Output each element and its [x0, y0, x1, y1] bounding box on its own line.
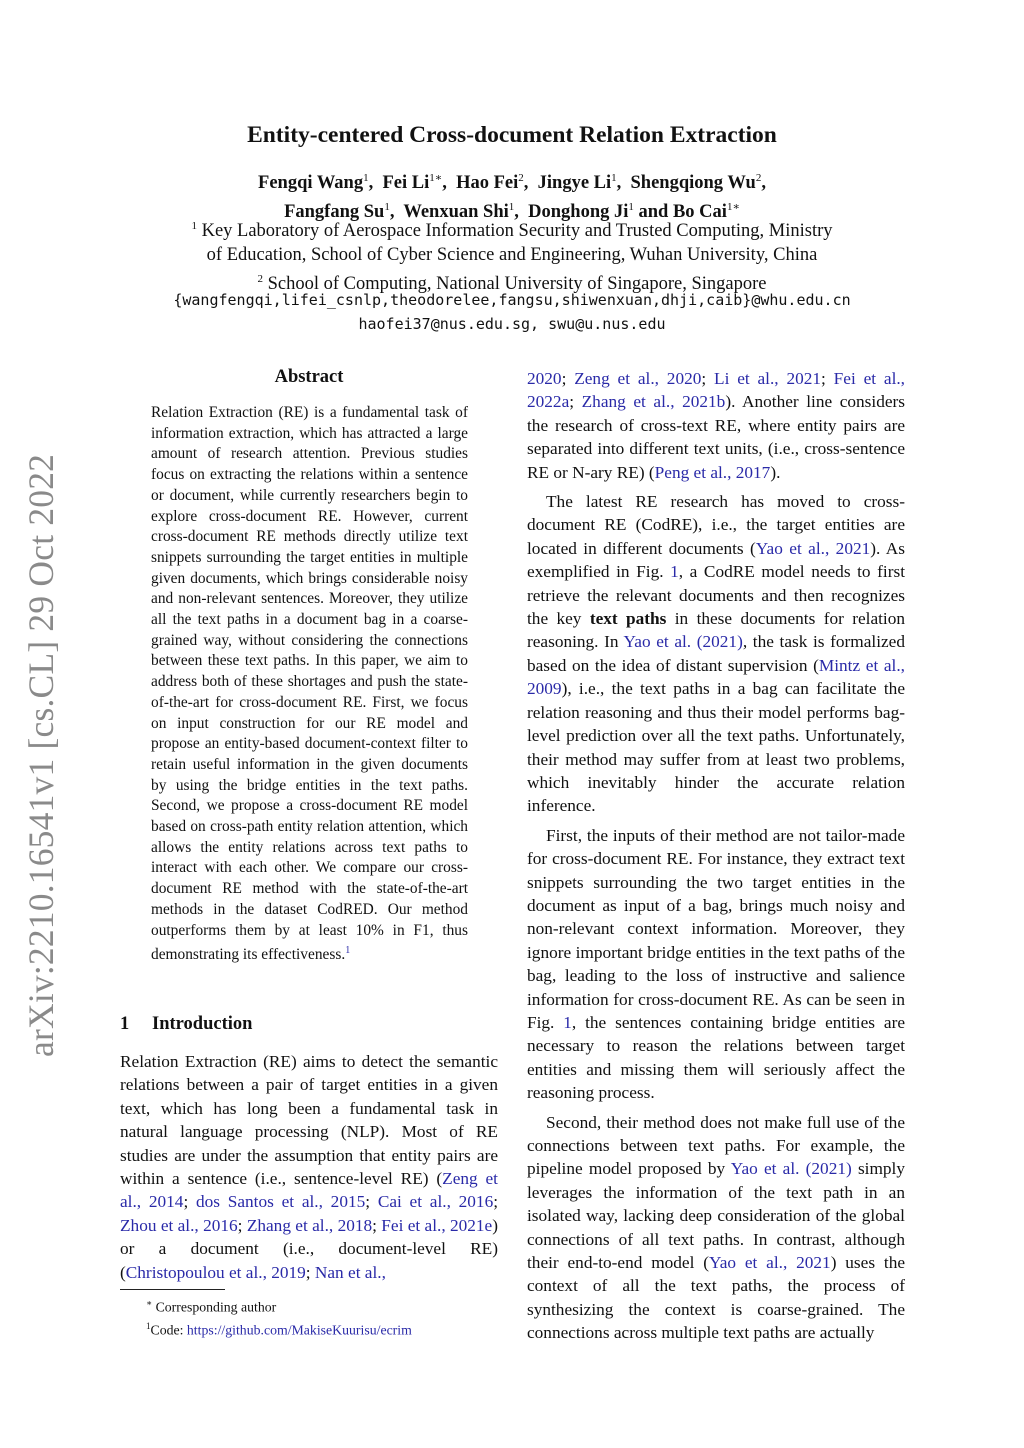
author-affil-mark: 1 [384, 201, 390, 214]
paper-title: Entity-centered Cross-document Relation Extraction [247, 122, 777, 148]
affiliation-1-line-2: of Education, School of Cyber Science and Engineering, Wuhan University, China [206, 245, 818, 266]
body-text: ; [701, 369, 715, 388]
citation-link[interactable]: Peng et al., 2017 [654, 462, 771, 482]
body-text: ; [305, 1262, 315, 1282]
affiliation-mark: 1 [191, 220, 197, 232]
footnote-mark: ∗ [146, 1298, 153, 1308]
footnote-text: Corresponding author [155, 1299, 277, 1315]
section-title: Introduction [152, 1014, 253, 1034]
citation-link[interactable]: 2020 [527, 369, 562, 388]
body-text: , the task is formalized based on the idea of distant supervision ( [527, 632, 905, 675]
citation-link[interactable]: Cai et al., 2016 [377, 1192, 494, 1212]
body-text: ) or a document (i.e., document-level RE) ( [120, 1215, 498, 1282]
citation-link[interactable]: Yao et al., 2021 [708, 1253, 831, 1273]
citation-link[interactable]: Zeng et al., 2014 [120, 1169, 498, 1212]
author-name: Fangfang Su [284, 202, 385, 223]
abstract-body [151, 403, 468, 966]
citation-link[interactable]: Mintz et al., 2009 [527, 655, 905, 699]
email-line-1[interactable]: {wangfengqi,lifei_csnlp,theodorelee,fangsu,shiwenxuan,dhji,caib}@whu.edu.cn [173, 291, 851, 309]
body-text: ). [770, 462, 781, 482]
author-name: Shengqiong Wu [630, 173, 756, 194]
author-name: Fei Li [382, 173, 430, 194]
figure-reference-link[interactable]: 1 [563, 1012, 572, 1032]
citation-link[interactable]: Fei et al., 2022a [527, 369, 906, 412]
citation-link[interactable]: dos Santos et al., 2015 [196, 1192, 366, 1212]
body-text: ), i.e., the text paths in a bag can facilitate the relation reasoning and thus their model performs bag-level prediction over all the text paths. Unfortunately, their method may suffer from at least two problems, which inevitably hinder the accurate relation inference. [527, 679, 905, 816]
citation-link[interactable]: Fei et al., 2021e [381, 1215, 493, 1235]
author-line-1: Fengqi Wang$^1$, Fei $Li^{1∗}$, Hao Fei$^2$, Jingye Li$^1$, Shengqiong Wu$^2$, [258, 172, 766, 194]
body-text: ). Another line considers the research of cross-text RE, where entity pairs are separated into different text units, (i.e., cross-sentence RE or N-ary RE) ( [527, 392, 905, 482]
intro-paragraph-1-left [120, 1050, 498, 1284]
abstract-text: Relation Extraction (RE) is a fundamental task of information extraction, which has attracted a large amount of research attention. Previous studies focus on extracting the relations within a sentence or document, while currently researchers begin to explore cross-document RE. However, current cross-document RE methods directly utilize text snippets surrounding the target entities in multiple given documents, which brings considerable noisy and non-relevant sentences. Moreover, they utilize all the text paths in a document bag in a coarse-grained way, without considering the connections between these text paths. In this paper, we aim to address both of these shortages and push the state-of-the-art for cross-document RE. First, we focus on input construction for our RE model and propose an entity-based document-context filter to retain useful information in the given documents by using the bridge entities in the text paths. Second, we propose a cross-document RE model based on cross-path entity relation attention, which allows the entity relations across text paths to interact with each other. We compare our cross-document RE method with the state-of-the-art methods in the dataset CodRED. Our method outperforms them by at least 10% in F1, thus demonstrating its effectiveness. [151, 404, 468, 964]
affiliation-mark: 2 [257, 273, 263, 286]
author-affil-mark: 2 [518, 172, 524, 184]
body-text: First, the inputs of their method are not tailor-made for cross-document RE. For instance, they extract text snippets surrounding the two target entities in the document as input of a bag, brings much noisy and non-relevant context information. Moreover, they ignore important bridge entities in the text paths of the bag, leading to the loss of instructive and salience information for cross-document RE. As can be seen in Fig. [527, 825, 905, 1032]
affiliations [0, 214, 1024, 296]
body-text: ; [569, 392, 582, 412]
author-affil-mark: 1 [508, 201, 515, 214]
citation-link[interactable]: Zhang et al., 2018 [246, 1215, 373, 1235]
section-number: 1 [120, 1014, 130, 1034]
body-text: ). As exemplified in Fig. [527, 538, 905, 582]
citation-link[interactable]: Yao et al., 2021 [755, 538, 871, 558]
author-name: Jingye Li [537, 173, 612, 194]
body-text: , the sentences containing bridge entities are necessary to reason the relations between target entities and missing them will seriously affect the reasoning process. [527, 1012, 905, 1103]
body-text: ; [183, 1192, 196, 1212]
author-affil-mark: 1 [628, 201, 634, 214]
footnote-corresponding [120, 1294, 498, 1317]
right-column [527, 367, 905, 1351]
body-text: simply leverages the information of the text path in an isolated way, lacking deep consideration of the global connections of all text paths. In contrast, although their end-to-end model ( [527, 1159, 905, 1273]
citation-link[interactable]: Zeng et al., 2020 [574, 369, 702, 388]
intro-paragraph-3 [527, 824, 905, 1105]
footnote-text: Code: [150, 1322, 187, 1338]
author-name: Wenxuan Shi [403, 202, 509, 223]
footnote-rule [120, 1289, 225, 1290]
citation-link[interactable]: Yao et al. (2021) [623, 632, 743, 652]
body-text: ; [561, 369, 575, 388]
footnotes [120, 1294, 498, 1340]
code-url-link[interactable]: https://github.com/MakiseKuurisu/ecrim [186, 1322, 412, 1338]
body-text: Second, their method does not make full use of the connections between text paths. For example, the pipeline model proposed by [527, 1112, 905, 1179]
body-text: ; [821, 369, 834, 388]
affiliation-text: School of Computing, National University of Singapore, Singapore [267, 274, 767, 295]
author-name: and Bo Cai [638, 202, 727, 223]
affiliation-text: Key Laboratory of Aerospace Information Security and Trusted Computing, Ministry [201, 221, 833, 242]
citation-link[interactable]: Zhou et al., 2016 [120, 1215, 238, 1235]
footnote-mark: 1 [146, 1321, 151, 1332]
footnote-code [120, 1317, 498, 1340]
body-text: ) uses the context of all the text paths, the process of synthesizing the context is coarse-grained. The connections across multiple text paths are actually [527, 1253, 905, 1343]
citation-link[interactable]: Yao et al. (2021) [730, 1159, 852, 1179]
citation-link[interactable]: Zhang et al., 2021b [581, 392, 726, 412]
author-affil-mark: 1 [611, 172, 617, 184]
author-name: Donghong Ji [528, 202, 629, 223]
author-name: Fengqi Wang [258, 173, 364, 194]
abstract-heading: Abstract [274, 367, 344, 387]
body-text: ; [372, 1215, 382, 1235]
author-affil-mark: 2 [755, 172, 762, 184]
author-affil-mark: 1∗ [429, 172, 443, 184]
emphasis-text: text paths [589, 609, 667, 629]
body-text: in these documents for relation reasoning. In [527, 609, 906, 652]
intro-paragraph-1-right [527, 367, 905, 484]
intro-paragraph-4 [527, 1111, 905, 1345]
author-affil-mark: 1 [363, 172, 369, 184]
author-emails [0, 288, 1024, 336]
body-text: Relation Extraction (RE) aims to detect the semantic relations between a pair of target entities in a given text, which has long been a fundamental task in natural language processing (NLP). Most of RE studies are under the assumption that entity pairs are within a sentence (i.e., sentence-level RE) ( [120, 1052, 498, 1189]
intro-paragraph-2 [527, 490, 905, 818]
body-text: ; [493, 1192, 499, 1212]
email-line-2[interactable]: haofei37@nus.edu.sg, swu@u.nus.edu [358, 315, 666, 333]
body-text: ; [237, 1215, 247, 1235]
section-heading-introduction [120, 1014, 498, 1035]
figure-reference-link[interactable]: 1 [670, 562, 679, 582]
arxiv-identifier-stamp[interactable]: arXiv:2210.16541v1 [cs.CL] 29 Oct 2022 [21, 453, 61, 1057]
abstract-footnote-mark[interactable]: 1 [345, 945, 351, 957]
citation-link[interactable]: Nan et al., [314, 1262, 386, 1282]
author-affil-mark: 1∗ [726, 201, 740, 214]
body-text: The latest RE research has moved to cross-document RE (CodRE), i.e., the target entities are located in different documents ( [527, 492, 905, 558]
body-text: , a CodRE model needs to first retrieve the relevant documents and then recognizes the key [527, 562, 906, 629]
body-text: ; [365, 1192, 378, 1212]
author-line-2: Fangfang Su$^1$, Wenxuan Shi$^1$, Donghong Ji$^1$ and Bo Cai$^{1∗}$ [284, 201, 740, 223]
affiliation-1-line-1 [0, 214, 1024, 243]
author-name: Hao Fei [456, 173, 519, 194]
citation-link[interactable]: Christopoulou et al., 2019 [125, 1262, 306, 1282]
citation-link[interactable]: Li et al., 2021 [714, 369, 822, 388]
